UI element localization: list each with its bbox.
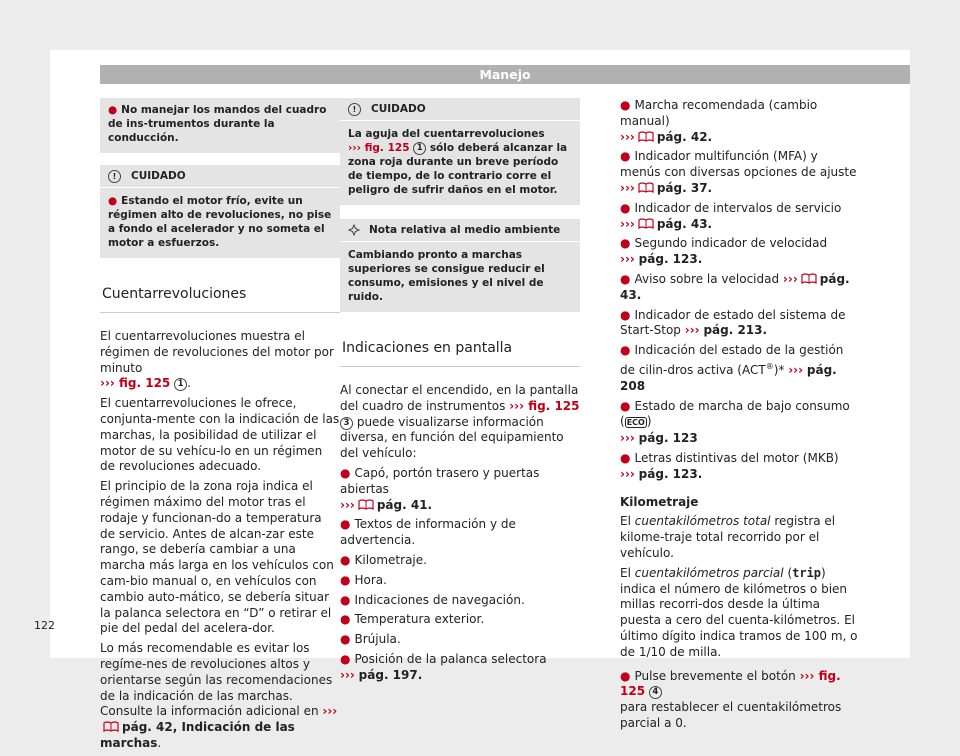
book-icon [638,182,654,193]
eco-header [340,219,580,242]
page-ref[interactable]: pág. 42. [656,129,713,144]
subheading-kilometraje: Kilometraje [620,494,699,509]
bullet-list [340,466,580,684]
list-item: ● Indicador de estado del sistema de Start-Stop ››› pág. 213. [620,307,846,338]
page-ref[interactable]: pág. 123. [638,466,703,481]
page-link[interactable]: ››› [620,129,635,144]
page-link[interactable]: ››› [340,497,355,512]
bullet-icon: ● [108,104,118,116]
list-item: ● Letras distintivas del motor (MKB) ››› pág. 123. [620,450,839,481]
callout-number: 4 [649,686,662,699]
book-icon [638,218,654,229]
page-ref[interactable]: pág. 123 [638,431,698,446]
page-header [100,65,910,84]
paragraph: El cuentarrevoluciones le ofrece, conjunta-mente con la indicación de las marchas, la posibilidad de utilizar el motor de su vehícu-lo en un régimen de revoluciones adecuado. [100,396,340,474]
cuidado-label: CUIDADO [131,170,186,182]
list-item: ● Posición de la palanca selectora ››› pág. 197. [340,651,547,682]
cuidado-box-1 [100,165,340,258]
list-item: ● Segundo indicador de velocidad ››› pág. 123. [620,236,828,267]
warning-icon: ! [348,103,361,116]
bullet-list [620,98,860,483]
paragraph: El cuentakilómetros parcial (trip) indica el número de kilómetros o bien millas recorri-dos desde la última puesta a cero del cuenta-kilómetros. El último dígito indica tramos de 100 m, o de 1/10 de milla. [620,565,858,659]
trip-label: trip [792,565,822,580]
manual-page [50,50,910,750]
paragraph [340,383,580,462]
cuidado-box-2 [340,98,580,205]
text: sólo deberá alcanzar la zona roja durante un breve período de tiempo, de lo contrario corre el peligro de sufrir daños en el motor. [348,142,568,196]
text: Al conectar el encendido, en la pantalla del cuadro de instrumentos [340,383,579,413]
list-item: ● Brújula. [340,632,401,647]
list-item: ● Indicación del estado de la gestión de cilin-dros activa (ACT®)* ››› pág. 208 [620,343,844,393]
column-1 [100,98,340,756]
note-text: No manejar los mandos del cuadro de ins-trumentos durante la conducción. [108,104,327,144]
cuidado-header [100,165,340,188]
eco-label: Nota relativa al medio ambiente [369,224,561,236]
list-item: ● Indicador multifunción (MFA) y menús con diversas opciones de ajuste ››› pág. 37. [620,149,857,195]
fig-link[interactable]: ››› fig. 125 [100,376,171,391]
cuidado-body [100,188,340,258]
section-title-cuentarrevoluciones: Cuentarrevoluciones [100,286,340,313]
paragraph [100,329,340,392]
page-ref[interactable]: pág. 123. [638,252,703,267]
page-ref[interactable]: pág. 43. [620,271,850,302]
section-title-indicaciones: Indicaciones en pantalla [340,340,580,367]
text: puede visualizarse información diversa, en función del equipamiento del vehículo: [340,414,564,461]
text: . [187,376,191,391]
page-link[interactable]: ››› [684,323,700,338]
cuidado-text: Estando el motor frío, evite un régimen alto de revoluciones, no pise a fondo el acelerador y no someta el motor a esfuerzos. [108,195,332,249]
page-link[interactable]: ››› [620,431,635,446]
page-ref[interactable]: pág. 213. [703,323,768,338]
book-icon [638,131,654,142]
text: . [157,735,162,750]
list-item: ● Estado de marcha de bajo consumo ( ECO ) ››› pág. 123 [620,398,850,446]
column-2 [340,98,580,688]
page-link[interactable]: ››› [620,216,635,231]
eco-symbol: ECO [626,418,645,428]
text: Lo más recomendable es evitar los regíme-nes de revoluciones altos y orientarse según las recomendaciones de la indicación de las marchas. Consulte la información adicional en [100,641,333,719]
list-item: ● Kilometraje. [340,552,427,567]
list-item: ● Marcha recomendada (cambio manual) ››› pág. 42. [620,98,818,144]
page-ref[interactable]: pág. 197. [358,667,423,682]
page-number: 122 [34,619,55,632]
list-item: ● Temperatura exterior. [340,612,485,627]
note-box [100,98,340,153]
fig-link[interactable]: ››› fig. 125 [509,398,580,413]
column-3 [620,98,860,736]
list-item: ● Indicaciones de navegación. [340,592,525,607]
header-title: Manejo [479,67,531,82]
body-text [100,329,340,752]
warning-icon: ! [108,170,121,183]
eco-body: Cambiando pronto a marchas superiores se consigue reducir el consumo, emisiones y el nivel de ruido. [348,249,545,303]
cuidado-label: CUIDADO [371,103,426,115]
page-link[interactable]: ››› [782,271,798,286]
fig-link[interactable]: ››› fig. 125 [348,142,410,154]
list-item: ● Indicador de intervalos de servicio ››› pág. 43. [620,200,842,231]
page-ref[interactable]: pág. 43. [656,216,713,231]
page-ref[interactable]: pág. 41. [376,497,433,512]
eco-note-box [340,219,580,312]
book-icon [103,721,119,732]
list-item: ● Hora. [340,572,387,587]
list-item: ● Pulse brevemente el botón ››› fig. 125 4 para restablecer el cuentakilómetros parcial a 0. [620,668,842,730]
paragraph: El cuentakilómetros total registra el kilome-traje total recorrido por el vehículo. [620,514,836,560]
page-link[interactable]: ››› [620,252,635,267]
list-item: ● Capó, portón trasero y puertas abiertas ››› pág. 41. [340,465,540,512]
text: El cuentarrevoluciones muestra el régimen de revoluciones del motor por minuto [100,329,334,375]
book-icon [801,273,817,284]
callout-number: 1 [174,378,187,391]
fig-link[interactable]: ››› fig. 125 [620,668,841,699]
page-ref[interactable]: pág. 208 [620,362,837,393]
page-link[interactable]: ››› [620,466,635,481]
text: La aguja del cuentarrevoluciones [348,128,545,140]
callout-number: 1 [413,142,426,155]
paragraph: El principio de la zona roja indica el régimen máximo del motor tras el rodaje y funcionan-do a temperatura de servicio. Antes de alcan-zar este rango, se debería cambiar a una marcha más larga en los vehículos con cam-bio manual o, en vehículos con cambio auto-mático, se debería situar la palanca selectora en “D” o retirar el pie del pedal del acelera-dor. [100,479,334,636]
cuidado-body [340,121,580,205]
cuidado-header [340,98,580,121]
page-link[interactable]: ››› [620,180,635,195]
paragraph [100,641,340,752]
bullet-icon: ● [108,195,118,207]
list-item: ● Textos de información y de advertencia. [340,517,516,548]
body-text [340,383,580,684]
page-ref[interactable]: pág. 42, Indicación de las marchas [100,720,295,750]
page-link[interactable]: ››› [788,362,804,377]
list-item: ● Aviso sobre la velocidad ››› pág. 43. [620,271,850,302]
leaf-icon [348,224,360,236]
page-ref[interactable]: pág. 37. [656,180,713,195]
callout-number: 3 [340,417,353,430]
page-link[interactable]: ››› [340,667,355,682]
page-link[interactable]: ››› [322,704,338,719]
book-icon [358,499,374,510]
